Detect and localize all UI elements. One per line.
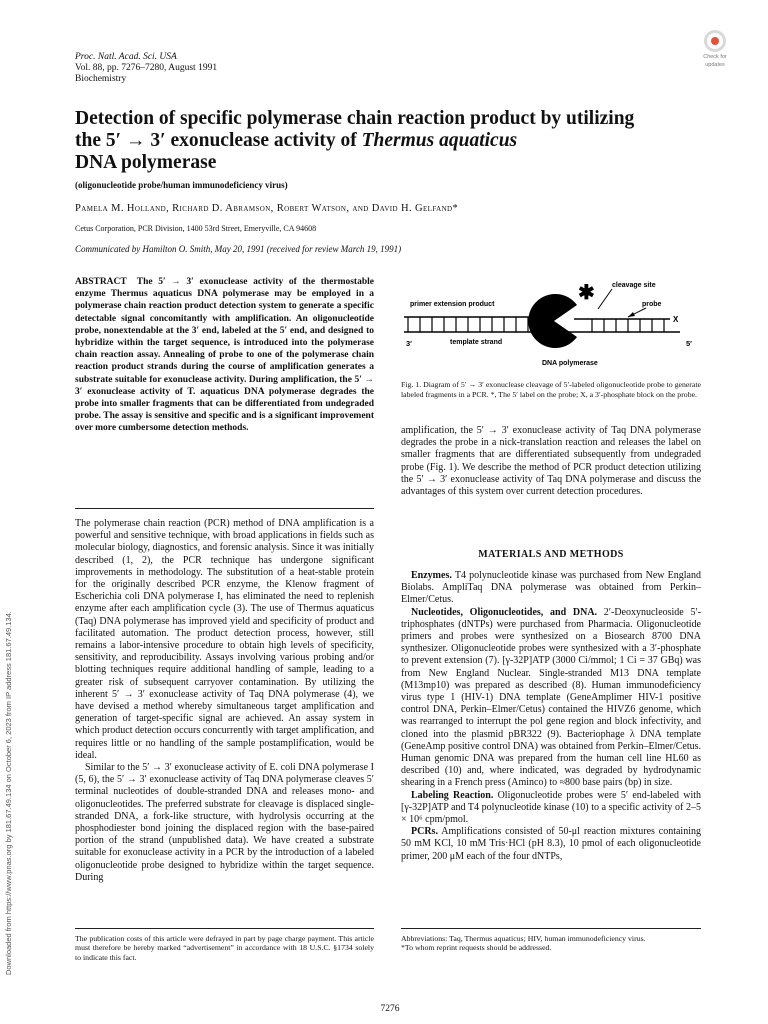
authors: Pamela M. Holland, Richard D. Abramson, Robert Watson, and David H. Gelfand* bbox=[75, 203, 459, 214]
methods-enzymes bbox=[401, 570, 701, 607]
page-number: 7276 bbox=[380, 1004, 400, 1014]
reprint-note: *To whom reprint requests should be addressed. bbox=[401, 943, 552, 953]
pcrs-text: Amplifications consisted of 50-μl reaction mixtures containing 50 mM KCl, 10 mM Tris·HCl (pH 8.3), 10 pmol of each oligonucleotide primer, 200 μM each of the four dNTPs, bbox=[401, 826, 701, 862]
label-star-icon: ✱ bbox=[578, 282, 595, 304]
figure-1-diagram bbox=[402, 275, 702, 375]
three-prime-label: 3′ bbox=[406, 339, 412, 348]
title-line-1: Detection of specific polymerase chain reaction product by utilizing bbox=[75, 108, 635, 129]
title-line-2a: the 5′ → 3′ exonuclease activity of bbox=[75, 130, 362, 151]
journal-name: Proc. Natl. Acad. Sci. USA bbox=[75, 52, 177, 62]
communicated-line: Communicated by Hamilton O. Smith, May 20, 1991 (received for review March 19, 1991) bbox=[75, 244, 402, 254]
footnote-divider-left bbox=[75, 928, 374, 929]
publication-cost-note: The publication costs of this article were defrayed in part by page charge payment. This article must therefore be hereby marked “advertisement” in accordance with 18 U.S.C. §1734 solely to indicate this fact. bbox=[75, 934, 374, 962]
template-strand-label: template strand bbox=[450, 339, 503, 346]
download-note-text: Downloaded from https://www.pnas.org by 181.67.49.134 on October 6, 2023 from IP address 181.67.49.134. bbox=[4, 611, 13, 975]
abstract-heading: ABSTRACT bbox=[75, 277, 127, 287]
probe-label: probe bbox=[642, 301, 662, 308]
article-title bbox=[75, 108, 715, 174]
footnotes-right bbox=[401, 934, 701, 953]
nucleotides-heading: Nucleotides, Oligonucleotides, and DNA. bbox=[411, 606, 598, 618]
abstract bbox=[75, 276, 374, 435]
download-sidebar-note bbox=[4, 611, 16, 987]
figure-1-caption: Fig. 1. Diagram of 5′ → 3′ exonuclease cleavage of 5′-labeled oligonucleotide probe to generate labeled fragments in a PCR. *, The 5′ label on the probe; X, a 3′-phosphate block on the probe. bbox=[401, 380, 701, 399]
intro-right-paragraph: amplification, the 5′ → 3′ exonuclease activity of Taq DNA polymerase degrades the probe in a nick-translation reaction and releases the label on smaller fragments that are differentiated subsequently from undegraded probe (Fig. 1). We describe the method of PCR product detection utilizing the 5′ → 3′ exonuclease activity of Taq DNA polymerase and discuss the advantages of this system over current detection procedures. bbox=[401, 425, 701, 498]
dna-polymerase-label: DNA polymerase bbox=[542, 360, 598, 367]
abstract-text: The 5′ → 3′ exonuclease activity of the thermostable enzyme Thermus aquaticus DNA polymerase may be employed in a polymerase chain reaction product detection system to generate a specific detectable signal concomitantly with amplification. An oligonucleotide probe, nonextendable at the 3′ end, labeled at the 5′ end, and designed to hybridize within the target sequence, is introduced into the polymerase chain reaction assay. Annealing of probe to one of the polymerase chain reaction product strands during the course of amplification generates a substrate suitable for exonuclease activity. During amplification, the 5′ → 3′ exonuclease activity of T. aquaticus DNA polymerase degrades the probe into smaller fragments that can be differentiated from undegraded probe. The assay is sensitive and specific and is a significant improvement over more cumbersome detection methods. bbox=[75, 277, 374, 434]
probe-arrowhead bbox=[628, 312, 635, 317]
enzymes-text: T4 polynucleotide kinase was purchased from New England Biolabs. AmpliTaq DNA polymerase was obtained from Perkin–Elmer/Cetus. bbox=[401, 570, 701, 606]
intro-paragraph-1: The polymerase chain reaction (PCR) method of DNA amplification is a powerful and sensitive technique, with broad applications in fields such as molecular biology, diagnostics, and forensic analysis. Since it was initially described (1, 2), the PCR technique has undergone significant improvements in methodology. The substitution of a heat-stable protein for the originally described PCR enzyme, the Klenow fragment of Escherichia coli DNA polymerase I, has eliminated the need to replenish enzyme after each amplification cycle (3). The use of Thermus aquaticus (Taq) DNA polymerase has improved yield and specificity of product and facilitated automation. The product detection process, however, still remains a labor-intensive procedure to obtain high levels of specificity, sensitivity, and reproducibility. Assays involving various probing and/or blotting techniques require additional handling of sample, leading to a greater risk of subsequent carryover contamination. By utilizing the inherent 5′ → 3′ exonuclease activity of Taq DNA polymerase (4), we have devised a method whereby simultaneous target amplification and generation of target-specific signal are achieved. An assay system in which product detection occurs concurrently with target amplification, and requires little or no handling of the sample postamplification, would be ideal. bbox=[75, 518, 374, 761]
methods-nucleotides bbox=[401, 607, 701, 790]
title-line-2 bbox=[75, 130, 715, 152]
base-pair-ticks bbox=[408, 317, 528, 332]
title-line-2b: Thermus aquaticus bbox=[361, 130, 518, 151]
labeling-text: Oligonucleotide probes were 5′ end-labeled with [γ-32P]ATP and T4 polynucleotide kinase (10) to a specific activity of 2–5 × 10⁶ cpm/pmol. bbox=[401, 789, 702, 826]
keywords: (oligonucleotide probe/human immunodeficiency virus) bbox=[75, 180, 288, 190]
x-block-label: X bbox=[673, 315, 679, 324]
methods-pcrs bbox=[401, 826, 701, 863]
methods-section bbox=[401, 570, 701, 863]
labeling-heading: Labeling Reaction. bbox=[411, 789, 494, 801]
methods-heading: MATERIALS AND METHODS bbox=[478, 549, 624, 560]
journal-volume: Vol. 88, pp. 7276–7280, August 1991 bbox=[75, 63, 218, 73]
abstract-divider bbox=[75, 508, 374, 509]
journal-section: Biochemistry bbox=[75, 74, 127, 84]
intro-left-column bbox=[75, 518, 374, 884]
nucleotides-text: 2′-Deoxynucleoside 5′-triphosphates (dNTPs) were purchased from Pharmacia. Oligonucleotide primers and probes were synthesized on a Biosearch 8700 DNA synthesizer. Oligonucleotide probes were synthesized with a 3′-phosphate to prevent extension (7). [γ-32P]ATP (3000 Ci/mmol; 1 Ci = 37 GBq) was from New England Nuclear. Single-stranded M13 DNA template (M13mp10) was prepared as described (8). Human immunodeficiency virus type 1 (HIV-1) DNA template (GeneAmplimer HIV-1 positive control DNA, Perkin–Elmer/Cetus) contained the HIVZ6 genome, which was rearranged to interrupt the pol gene region and block infectivity, and cloned into the plasmid pBR322 (9). Bacteriophage λ DNA template (GeneAmp positive control DNA) was obtained from Perkin–Elmer/Cetus. Human genomic DNA was prepared from the human cell line HL60 as described (10) and, where indicated, was degraded by hydrodynamic shearing in a French press (Aminco) to ≈800 base pairs (bp) in size. bbox=[401, 606, 701, 789]
badge-label-1: Check for bbox=[703, 54, 727, 60]
abbreviations-note: Abbreviations: Taq, Thermus aquaticus; HIV, human immunodeficiency virus. bbox=[401, 934, 646, 943]
dna-polymerase-shape bbox=[528, 294, 577, 348]
primer-extension-label: primer extension product bbox=[410, 301, 495, 308]
methods-labeling bbox=[401, 790, 701, 827]
check-for-updates-badge[interactable] bbox=[690, 30, 740, 70]
enzymes-heading: Enzymes. bbox=[411, 570, 452, 581]
intro-paragraph-2: Similar to the 5′ → 3′ exonuclease activity of E. coli DNA polymerase I (5, 6), the 5′ → 3′ exonuclease activity of Taq DNA polymerase cleaves 5′ terminal nucleotides of double-stranded DNA and releases mono- and oligonucleotides. The preferred substrate for cleavage is displaced single-stranded DNA, a fork-like structure, with hydrolysis occurring at the phosphodiester bond joining the displaced region with the base-paired portion of the strand (unpublished data). We have created a substrate suitable for exonuclease activity in a PCR by the introduction of a labeled oligonucleotide probe designed to hybridize within the target sequence. During bbox=[75, 762, 374, 883]
five-prime-label: 5′ bbox=[686, 339, 692, 348]
cleavage-arrow bbox=[598, 289, 612, 309]
check-updates-icon bbox=[704, 30, 726, 52]
affiliation: Cetus Corporation, PCR Division, 1400 53rd Street, Emeryville, CA 94608 bbox=[75, 224, 317, 233]
title-line-3: DNA polymerase bbox=[75, 152, 217, 173]
pcrs-heading: PCRs. bbox=[411, 826, 438, 838]
badge-label-2: updates bbox=[705, 62, 725, 68]
intro-right-column bbox=[401, 425, 701, 498]
journal-header bbox=[75, 52, 217, 85]
cleavage-site-label: cleavage site bbox=[612, 282, 656, 289]
footnote-divider-right bbox=[401, 928, 701, 929]
probe-ticks bbox=[592, 319, 664, 332]
